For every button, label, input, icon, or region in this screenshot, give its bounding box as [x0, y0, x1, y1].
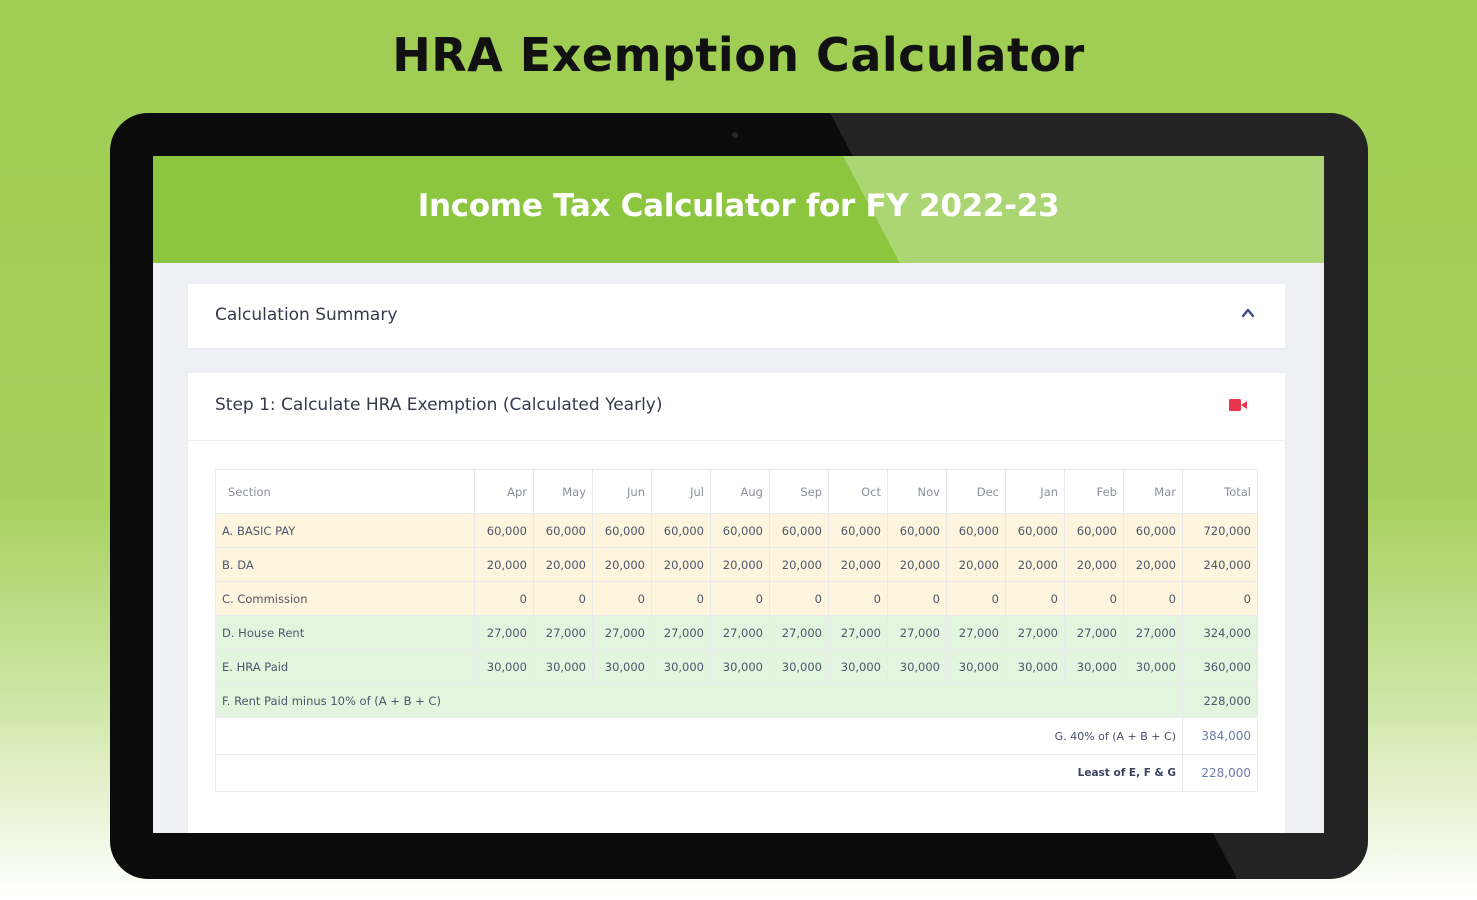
row-label: B. DA — [216, 548, 475, 582]
tablet-frame — [110, 113, 1368, 879]
table-cell: 27,000 — [711, 616, 770, 650]
table-cell: 30,000 — [593, 650, 652, 684]
table-row-da — [216, 548, 1258, 582]
least-label: Least of E, F & G — [216, 755, 1183, 792]
forty-percent-label: G. 40% of (A + B + C) — [216, 718, 1183, 755]
table-row-basic-pay — [216, 514, 1258, 548]
column-header: Mar — [1124, 470, 1183, 514]
column-header: May — [534, 470, 593, 514]
table-cell: 0 — [475, 582, 534, 616]
column-header: Dec — [947, 470, 1006, 514]
table-cell: 20,000 — [1124, 548, 1183, 582]
table-cell: 0 — [711, 582, 770, 616]
column-header: Oct — [829, 470, 888, 514]
table-cell: 27,000 — [947, 616, 1006, 650]
least-value: 228,000 — [1183, 755, 1258, 792]
step1-title: Step 1: Calculate HRA Exemption (Calculated Yearly) — [215, 395, 663, 415]
table-cell: 0 — [829, 582, 888, 616]
table-cell: 60,000 — [652, 514, 711, 548]
table-cell: 60,000 — [770, 514, 829, 548]
row-label: F. Rent Paid minus 10% of (A + B + C) — [216, 684, 1183, 718]
calculation-summary-panel[interactable] — [188, 284, 1285, 348]
table-cell: 27,000 — [652, 616, 711, 650]
table-header-row — [216, 470, 1258, 514]
row-total: 0 — [1183, 582, 1258, 616]
column-header: Aug — [711, 470, 770, 514]
table-cell: 20,000 — [1065, 548, 1124, 582]
table-cell: 27,000 — [475, 616, 534, 650]
table-cell: 60,000 — [829, 514, 888, 548]
column-header: Section — [216, 470, 475, 514]
table-cell: 60,000 — [593, 514, 652, 548]
table-cell: 27,000 — [1065, 616, 1124, 650]
table-cell: 0 — [593, 582, 652, 616]
table-cell: 20,000 — [829, 548, 888, 582]
table-cell: 0 — [888, 582, 947, 616]
table-cell: 27,000 — [888, 616, 947, 650]
divider — [188, 440, 1285, 441]
app-header — [153, 156, 1324, 263]
column-header: Jul — [652, 470, 711, 514]
table-cell: 30,000 — [652, 650, 711, 684]
table-cell: 60,000 — [534, 514, 593, 548]
table-cell: 0 — [652, 582, 711, 616]
table-cell: 0 — [770, 582, 829, 616]
video-icon[interactable] — [1227, 398, 1249, 412]
table-row-house-rent — [216, 616, 1258, 650]
row-total: 324,000 — [1183, 616, 1258, 650]
table-cell: 60,000 — [1124, 514, 1183, 548]
table-cell: 60,000 — [1006, 514, 1065, 548]
column-header: Feb — [1065, 470, 1124, 514]
step1-panel — [188, 373, 1285, 833]
column-header: Jan — [1006, 470, 1065, 514]
table-cell: 60,000 — [947, 514, 1006, 548]
table-cell: 0 — [1124, 582, 1183, 616]
table-cell: 60,000 — [475, 514, 534, 548]
table-cell: 20,000 — [652, 548, 711, 582]
table-cell: 20,000 — [475, 548, 534, 582]
row-total: 720,000 — [1183, 514, 1258, 548]
table-cell: 27,000 — [534, 616, 593, 650]
app-title: Income Tax Calculator for FY 2022-23 — [417, 188, 1060, 224]
column-header: Nov — [888, 470, 947, 514]
row-total: 228,000 — [1183, 684, 1258, 718]
table-cell: 27,000 — [1006, 616, 1065, 650]
row-label: A. BASIC PAY — [216, 514, 475, 548]
table-cell: 60,000 — [711, 514, 770, 548]
hra-table — [215, 469, 1258, 792]
table-cell: 20,000 — [947, 548, 1006, 582]
app-screen — [153, 156, 1324, 833]
table-cell: 30,000 — [947, 650, 1006, 684]
table-cell: 30,000 — [770, 650, 829, 684]
table-cell: 20,000 — [593, 548, 652, 582]
table-cell: 27,000 — [1124, 616, 1183, 650]
table-row-least — [216, 755, 1258, 792]
table-row-commission — [216, 582, 1258, 616]
row-label: D. House Rent — [216, 616, 475, 650]
column-header: Apr — [475, 470, 534, 514]
table-cell: 30,000 — [475, 650, 534, 684]
table-row-forty-percent — [216, 718, 1258, 755]
row-total: 240,000 — [1183, 548, 1258, 582]
table-cell: 20,000 — [534, 548, 593, 582]
table-cell: 20,000 — [1006, 548, 1065, 582]
promo-title: HRA Exemption Calculator — [392, 28, 1085, 82]
table-cell: 30,000 — [1124, 650, 1183, 684]
table-cell: 20,000 — [711, 548, 770, 582]
table-cell: 0 — [947, 582, 1006, 616]
table-cell: 30,000 — [711, 650, 770, 684]
table-cell: 30,000 — [1006, 650, 1065, 684]
row-total: 360,000 — [1183, 650, 1258, 684]
table-cell: 20,000 — [770, 548, 829, 582]
table-cell: 30,000 — [534, 650, 593, 684]
table-cell: 60,000 — [1065, 514, 1124, 548]
table-cell: 0 — [1006, 582, 1065, 616]
column-header: Jun — [593, 470, 652, 514]
table-cell: 27,000 — [593, 616, 652, 650]
table-cell: 20,000 — [888, 548, 947, 582]
table-cell: 30,000 — [829, 650, 888, 684]
chevron-up-icon[interactable] — [1241, 306, 1255, 320]
table-cell: 60,000 — [888, 514, 947, 548]
table-cell: 30,000 — [1065, 650, 1124, 684]
table-row-hra-paid — [216, 650, 1258, 684]
camera-dot — [732, 132, 738, 138]
column-header: Sep — [770, 470, 829, 514]
table-cell: 27,000 — [829, 616, 888, 650]
summary-title: Calculation Summary — [215, 305, 398, 325]
table-cell: 27,000 — [770, 616, 829, 650]
column-header: Total — [1183, 470, 1258, 514]
table-cell: 30,000 — [888, 650, 947, 684]
table-cell: 0 — [534, 582, 593, 616]
row-label: E. HRA Paid — [216, 650, 475, 684]
table-row-rent-minus-10pct — [216, 684, 1258, 718]
forty-percent-value: 384,000 — [1183, 718, 1258, 755]
table-cell: 0 — [1065, 582, 1124, 616]
row-label: C. Commission — [216, 582, 475, 616]
